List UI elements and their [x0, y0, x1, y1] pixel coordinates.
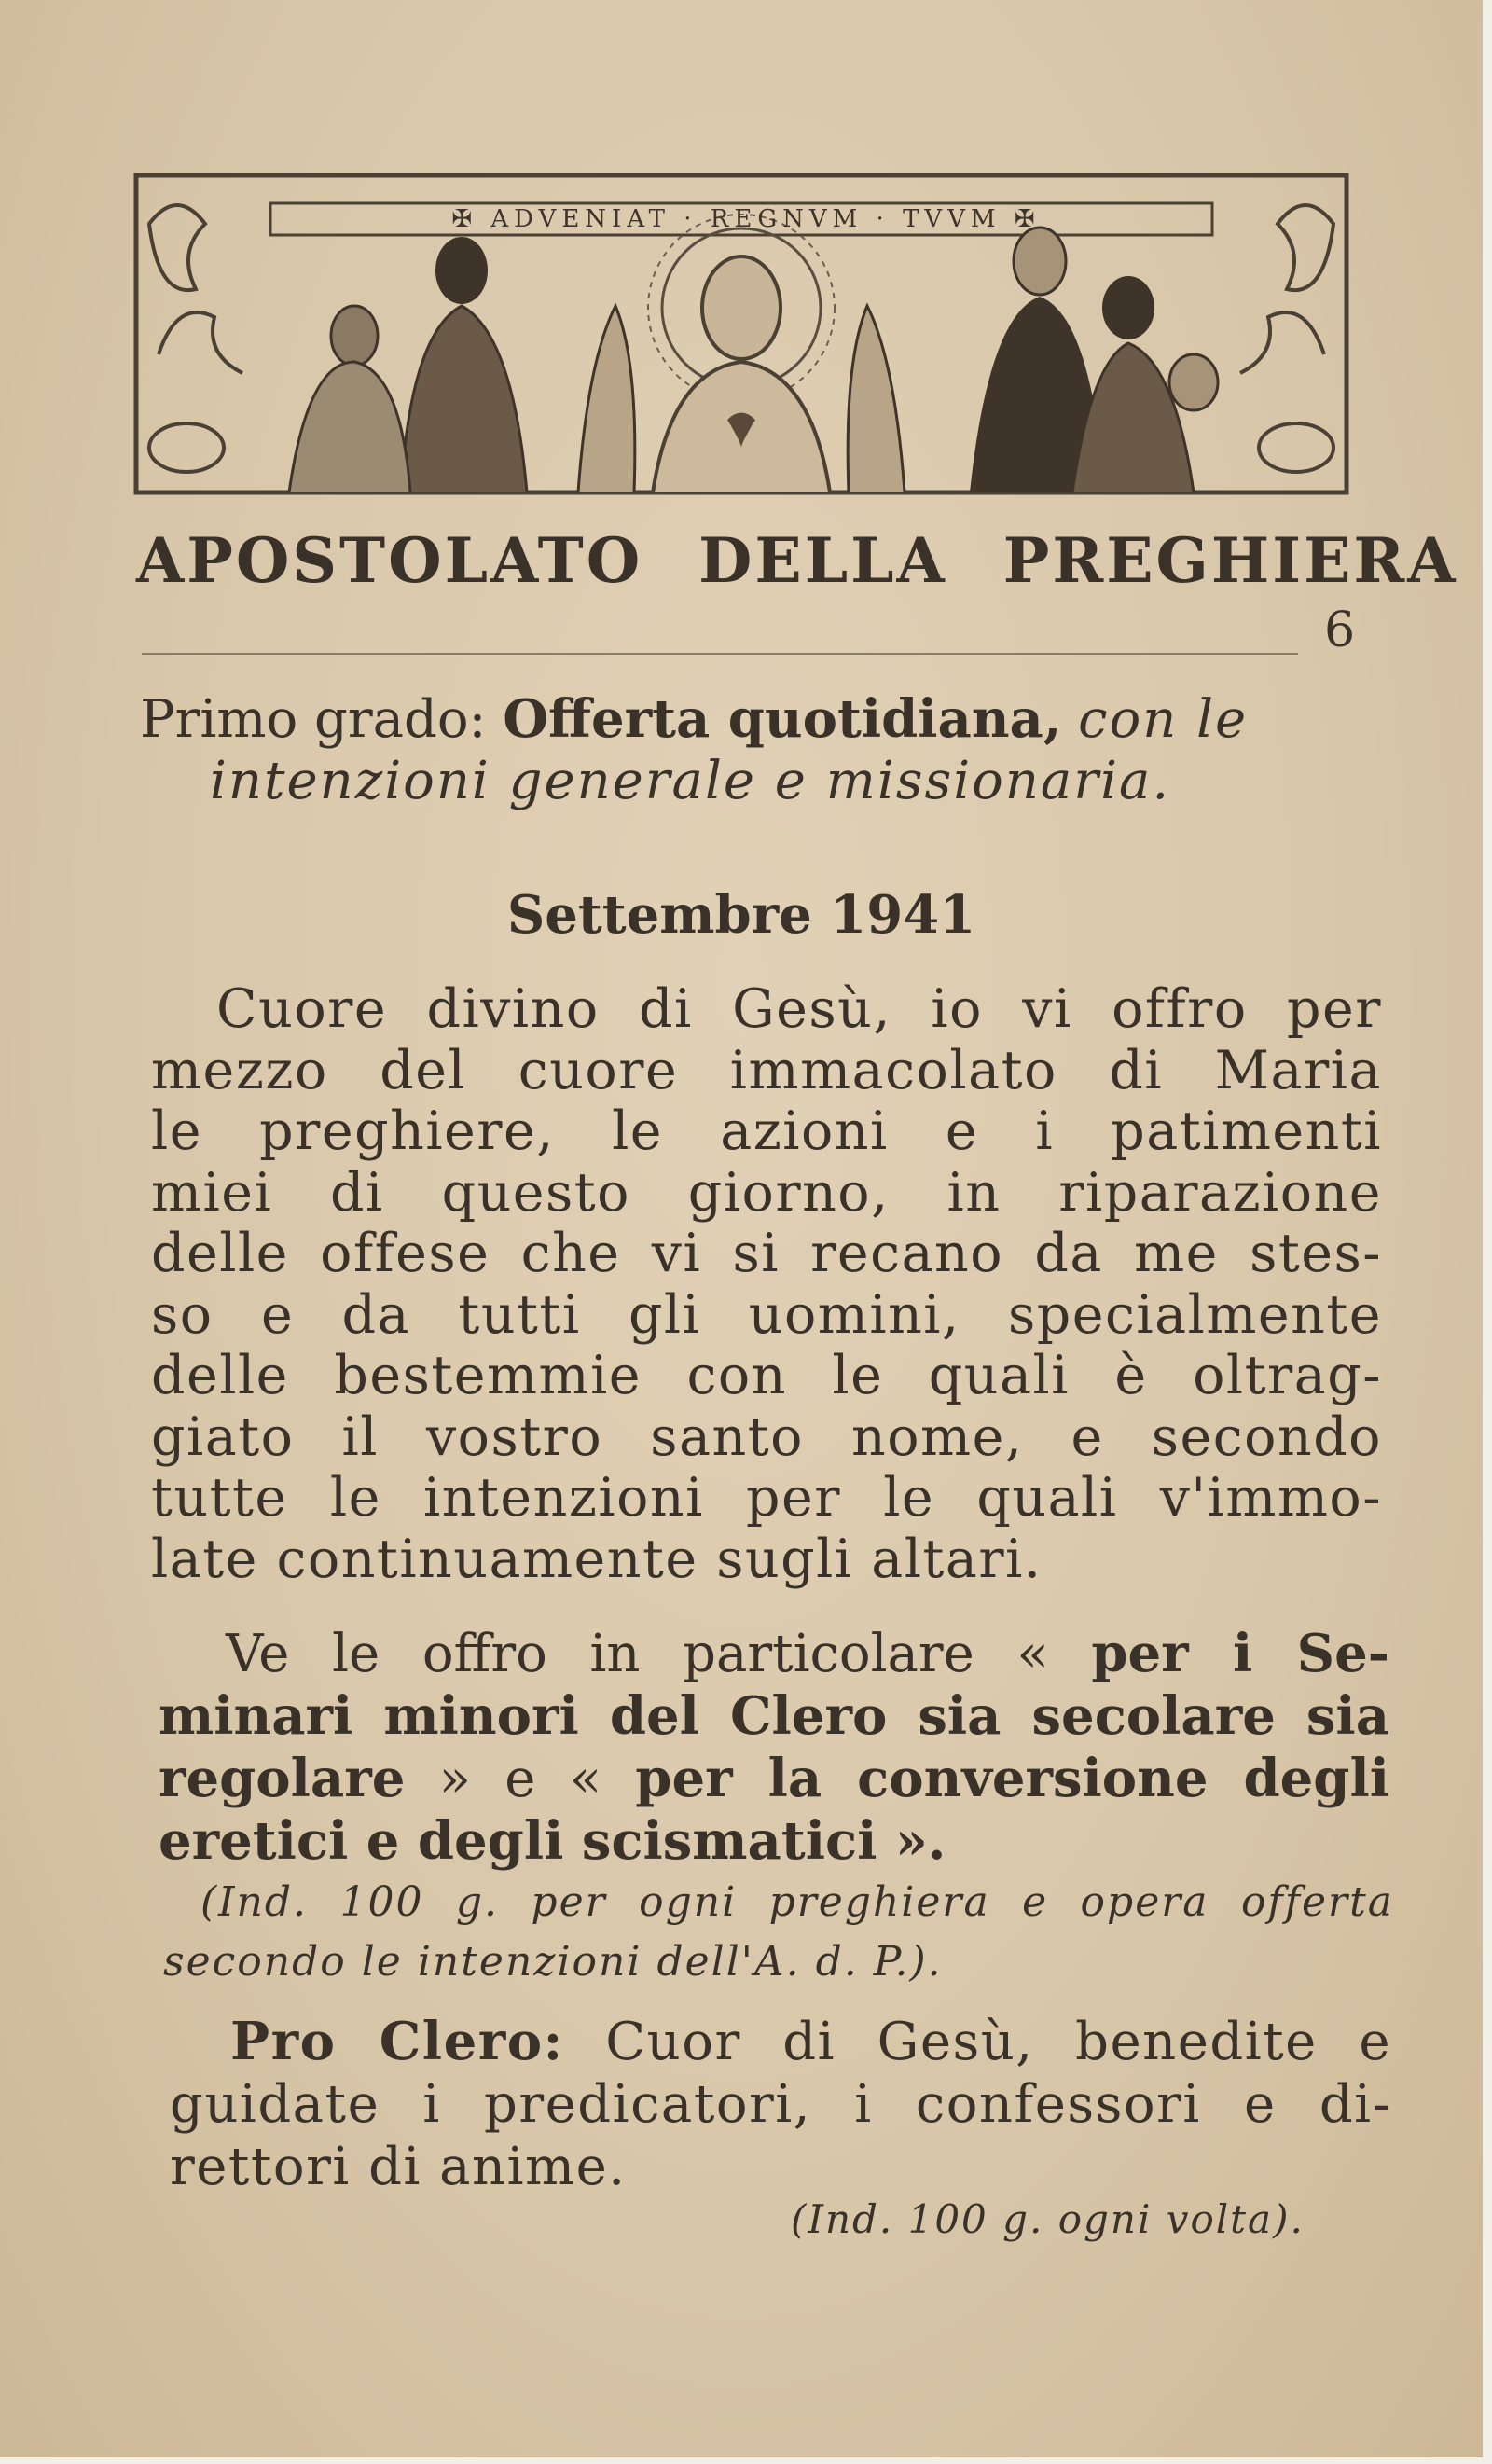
offer-line-2: minari minori del Clero sia secolare sia	[159, 1685, 1389, 1747]
grade-bold: Offerta quotidiana,	[503, 688, 1062, 750]
offer-line-1-plain: Ve le offro in particolare «	[226, 1624, 1092, 1684]
offer-line-3	[159, 1748, 1389, 1810]
pro-clero-label: Pro Clero:	[230, 2011, 564, 2072]
pro-clero-line-1	[170, 2011, 1391, 2073]
indulgence-note-line-2: secondo le intenzioni dell'A. d. P.).	[163, 1938, 943, 1986]
month-heading: Settembre 1941	[506, 884, 976, 946]
grade-heading	[140, 688, 1371, 812]
pro-clero-paragraph	[170, 2011, 1391, 2198]
prayer-line: delle bestemmie con le quali è oltrag-	[151, 1345, 1382, 1406]
page-number: 6	[1324, 602, 1356, 658]
grade-italic-2: intenzioni generale e missionaria.	[210, 751, 1171, 811]
prayer-line: Cuore divino di Gesù, io vi offro per	[216, 978, 1382, 1040]
offer-line-1	[159, 1623, 1389, 1685]
prayer-line: so e da tutti gli uomini, specialmente	[151, 1283, 1382, 1346]
prayer-line: late continuamente sugli altari.	[151, 1528, 1043, 1590]
banner-motto: ✠ ADVENIAT · REGNVM · TVVM ✠	[451, 205, 1041, 233]
pro-clero-line-1-text: Cuor di Gesù, benedite e	[563, 2012, 1391, 2072]
indulgence-note-line-1: (Ind. 100 g. per ogni preghiera e opera offerta	[200, 1878, 1394, 1926]
page-title: APOSTOLATO DELLA PREGHIERA	[136, 524, 1458, 597]
prayer-line: tutte le intenzioni per le quali v'immo-	[151, 1467, 1382, 1529]
grade-italic-1: con le	[1078, 689, 1249, 750]
grade-prefix: Primo grado:	[140, 689, 487, 750]
prayer-line: mezzo del cuore immacolato di Maria	[151, 1039, 1382, 1101]
offer-line-3-plain: » e «	[405, 1749, 636, 1809]
offer-line-1-bold: per i Se-	[1091, 1623, 1389, 1684]
indulgence-note	[163, 1873, 1394, 1992]
offer-line-4: eretici e degli scismatici ».	[159, 1810, 946, 1872]
final-indulgence-note: (Ind. 100 g. ogni volta).	[791, 2196, 1305, 2242]
prayer-line: giato il vostro santo nome, e secondo	[151, 1405, 1382, 1468]
prayer-line: le preghiere, le azioni e i patimenti	[151, 1100, 1382, 1162]
offer-line-3-bold-a: regolare	[159, 1748, 406, 1809]
offer-paragraph	[159, 1623, 1389, 1873]
prayer-line: delle offese che vi si recano da me stes-	[151, 1223, 1382, 1284]
prayer-line: miei di questo giorno, in riparazione	[151, 1161, 1382, 1224]
offer-line-3-bold-b: per la conversione degli	[635, 1748, 1390, 1809]
pro-clero-line-2: guidate i predicatori, i confessori e di-	[170, 2074, 1391, 2135]
pro-clero-line-3: rettori di anime.	[170, 2137, 627, 2197]
header-illustration	[131, 168, 1352, 499]
prayer-text	[151, 979, 1382, 1590]
title-divider	[142, 653, 1298, 655]
